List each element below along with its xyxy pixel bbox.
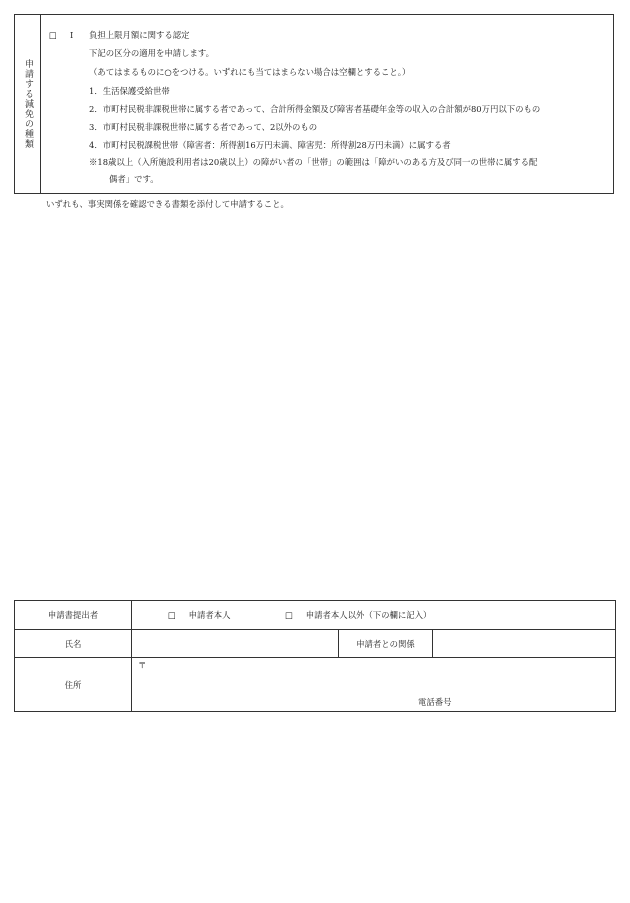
table-row (15, 601, 616, 630)
self-checkbox[interactable]: □ (168, 610, 176, 620)
section-title: 負担上限月額に関する認定 (89, 30, 190, 40)
submitter-label: 申請書提出者 (15, 601, 132, 630)
table-row (15, 658, 616, 712)
name-field[interactable] (132, 630, 339, 658)
note-line-1: ※18歳以上（入所施設利用者は20歳以上）の障がい者の「世帯」の範囲は「障がいのある方及び同一の世帯に属する配 (89, 157, 538, 167)
address-field[interactable] (132, 658, 616, 712)
name-label: 氏名 (15, 630, 132, 658)
section-intro: 下記の区分の適用を申請します。 (89, 48, 214, 58)
section-roman-numeral: Ⅰ (70, 30, 74, 40)
other-checkbox[interactable]: □ (285, 610, 294, 620)
list-item: 3．市町村民税非課税世帯に属する者であって、2以外のもの (89, 122, 318, 132)
reduction-type-section (14, 14, 614, 194)
applicant-table (14, 600, 616, 712)
section-checkbox[interactable]: □ (49, 30, 57, 40)
postal-mark: 〒 (138, 660, 147, 670)
other-option-label: 申請者本人以外（下の欄に記入） (305, 610, 432, 620)
submitter-options-cell (132, 601, 616, 630)
phone-label: 電話番号 (418, 697, 452, 707)
side-label: 申請する減免の種類 (23, 59, 33, 149)
relation-field[interactable] (433, 630, 616, 658)
relation-label: 申請者との関係 (339, 630, 433, 658)
list-item: 4．市町村民税課税世帯（障害者：所得割16万円未満、障害児：所得割28万円未満）に属する者 (89, 140, 451, 150)
section-instruction: （あてはまるものに○をつける。いずれにも当てはまらない場合は空欄とすること。） (89, 67, 411, 77)
self-option-label: 申請者本人 (188, 610, 231, 620)
section-content (41, 15, 613, 193)
table-row (15, 630, 616, 658)
note-line-2: 偶者」です。 (109, 174, 159, 184)
side-label-cell (15, 15, 41, 193)
attachment-note: いずれも、事実関係を確認できる書類を添付して申請すること。 (46, 199, 289, 209)
list-item: 1．生活保護受給世帯 (89, 86, 170, 96)
list-item: 2．市町村民税非課税世帯に属する者であって、合計所得金額及び障害者基礎年金等の収入の合計額が80万円以下のもの (89, 104, 541, 114)
address-label: 住所 (15, 658, 132, 712)
